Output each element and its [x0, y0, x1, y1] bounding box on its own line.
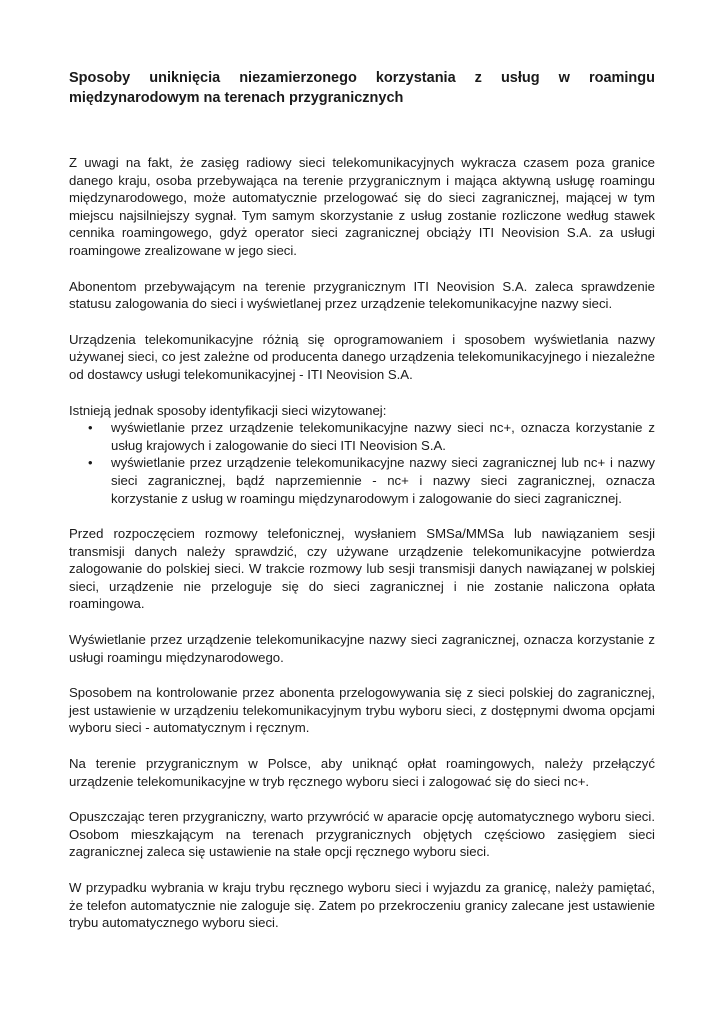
list-item: • wyświetlanie przez urządzenie telekomunikacyjne nazwy sieci zagranicznej lub nc+ i nazwy sieci zagranicznej, bądź naprzemiennie - nc+ i nazwy sieci zagranicznej, oznacza korzystanie z usług w roamingu międzynarodowym i zalogowanie do sieci zagranicznej. — [111, 454, 655, 507]
paragraph-recommendation: Abonentom przebywającym na terenie przygranicznym ITI Neovision S.A. zaleca sprawdzenie statusu zalogowania do sieci i wyświetlanej przez urządzenie telekomunikacyjne nazwy sieci. — [69, 278, 655, 312]
document-body — [69, 154, 655, 932]
paragraph-devices: Urządzenia telekomunikacyjne różnią się oprogramowaniem i sposobem wyświetlania nazwy używanej sieci, co jest zależne od producenta danego urządzenia telekomunikacyjnego i niezależne od dostawcy usługi telekomunikacyjnej - ITI Neovision S.A. — [69, 331, 655, 382]
paragraph-leaving-border: Opuszczając teren przygraniczny, warto przywrócić w aparacie opcję automatycznego wyboru sieci. Osobom mieszkającym na terenach przygranicznych objętych częściowo zasięgiem sieci zagranicznej zaleca się ustawienie na stałe opcji ręcznego wyboru sieci. — [69, 809, 655, 860]
paragraph-abroad-manual: W przypadku wybrania w kraju trybu ręcznego wyboru sieci i wyjazdu za granicę, należy pamiętać, że telefon automatycznie nie zaloguje się. Zatem po przekroczeniu granicy zalecane jest ustawienie trybu automatycznego wyboru sieci. — [69, 880, 655, 931]
paragraph-before-call: Przed rozpoczęciem rozmowy telefonicznej, wysłaniem SMSa/MMSa lub nawiązaniem sesji transmisji danych należy sprawdzić, czy używane urządzenie telekomunikacyjne potwierdza zalogowanie do polskiej sieci. W trakcie rozmowy lub sesji transmisji danych nawiązanej w polskiej sieci, urządzenie nie przeloguje się do sieci zagranicznej i nie zostanie naliczona opłata roamingowa. — [69, 526, 655, 612]
paragraph-identification-lead: Istnieją jednak sposoby identyfikacji sieci wizytowanej: — [69, 402, 387, 418]
document-title: Sposoby uniknięcia niezamierzonego korzystania z usług w roamingu międzynarodowym na terenach przygranicznych — [69, 70, 655, 106]
paragraph-intro: Z uwagi na fakt, że zasięg radiowy sieci telekomunikacyjnych wykracza czasem poza granice danego kraju, osoba przebywająca na terenie przygranicznym i mająca aktywną usługę roamingu międzynarodowego, może automatycznie przelogować się do sieci zagranicznej, mającej w tym miejscu najsilniejszy sygnał. Tym samym skorzystanie z usług zostanie rozliczone według stawek cennika roamingowego, gdyż operator sieci zagranicznej obciąży ITI Neovision S.A. za usługi roamingowe zrealizowane w jego sieci. — [69, 155, 655, 258]
document-page — [69, 68, 655, 950]
identification-list — [69, 419, 655, 507]
list-item: • wyświetlanie przez urządzenie telekomunikacyjne nazwy sieci nc+, oznacza korzystanie z usług krajowych i zalogowanie do sieci ITI Neovision S.A. — [111, 419, 655, 454]
paragraph-foreign-name: Wyświetlanie przez urządzenie telekomunikacyjne nazwy sieci zagranicznej, oznacza korzystanie z usługi roamingu międzynarodowego. — [69, 632, 655, 665]
paragraph-network-mode: Sposobem na kontrolowanie przez abonenta przelogowywania się z sieci polskiej do zagranicznej, jest ustawienie w urządzeniu telekomunikacyjnym trybu wyboru sieci, z dostępnymi dwoma opcjami wyboru sieci - automatycznym i ręcznym. — [69, 685, 655, 736]
paragraph-border-poland: Na terenie przygranicznym w Polsce, aby uniknąć opłat roamingowych, należy przełączyć urządzenie telekomunikacyjne w tryb ręcznego wyboru sieci i zalogować się do sieci nc+. — [69, 756, 655, 789]
